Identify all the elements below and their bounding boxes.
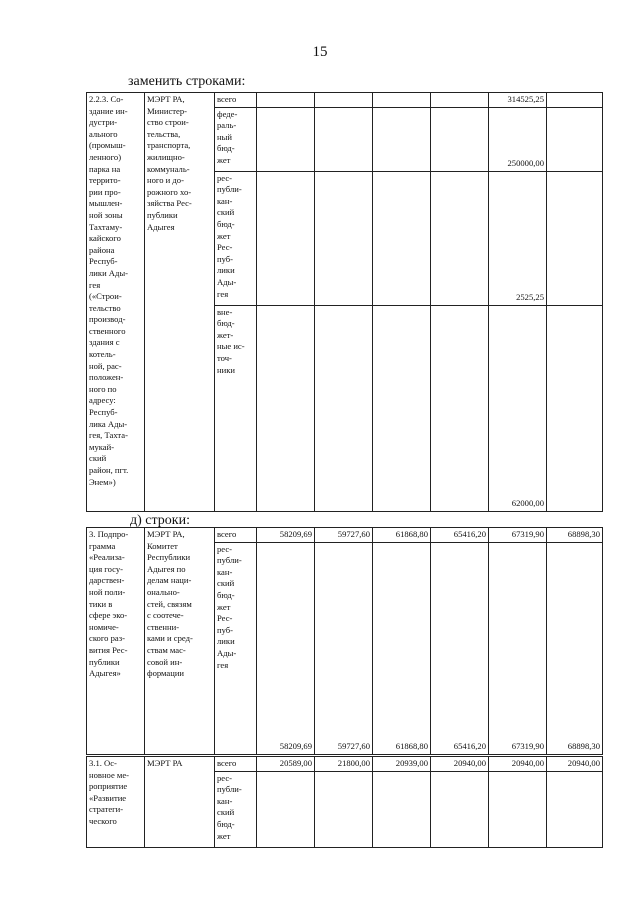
- value-cell: [373, 93, 431, 108]
- page-number: 15: [312, 44, 328, 60]
- table-activity-3-1: [86, 756, 603, 848]
- republic-value: 68898,30: [547, 542, 603, 754]
- republic-value: 67319,90: [489, 542, 547, 754]
- item-name-cell: 3.1. Ос- новное ме- роприятие «Развитие стратеги- ческого: [87, 757, 145, 848]
- republic-value: 59727,60: [315, 542, 373, 754]
- value-republic: 2525,25: [489, 171, 547, 305]
- total-value: 67319,90: [489, 528, 547, 543]
- source-federal: феде- раль- ный бюд- жет: [215, 107, 257, 171]
- republic-value: 65416,20: [431, 542, 489, 754]
- total-value: 59727,60: [315, 528, 373, 543]
- executor-cell: МЭРТ РА: [145, 757, 215, 848]
- total-value: 20939,00: [373, 757, 431, 772]
- total-value: 20589,00: [257, 757, 315, 772]
- source-total: всего: [215, 93, 257, 108]
- table-subprogram-3: [86, 527, 603, 755]
- value-total: 314525,25: [489, 93, 547, 108]
- source-republic: рес- публи- кан- ский бюд- жет: [215, 771, 257, 847]
- source-extrabudget: вне- бюд- жет- ные ис- точ- ники: [215, 305, 257, 511]
- value-federal: 250000,00: [489, 107, 547, 171]
- item-name-cell: 2.2.3. Со- здание ин- дустри- ального (промыш- ленного) парка на террито- рии про- мышлен- ной зоны Тахтаму- кайского района Респуб- лики Ады- гея («Строи- тельство производ- ственного здания с котель- ной, рас- положен- ного по адресу: Респуб- лика Ады- гея, Тахта- мукай- ский район, пгт. Энем»): [87, 93, 145, 512]
- executor-cell: МЭРТ РА, Министер- ство строи- тельства, транспорта, жилищно- коммуналь- ного и до- рожного хо- зяйства Рес- публики Адыгея: [145, 93, 215, 512]
- d-heading: д) строки:: [130, 513, 190, 528]
- total-value: 65416,20: [431, 528, 489, 543]
- executor-cell: МЭРТ РА, Комитет Республики Адыгея по делам наци- онально- стей, связям с соотече- ственни- ками и сред- ствам мас- совой ин- формации: [145, 528, 215, 755]
- item-name-cell: 3. Подпро- грамма «Реализа- ция госу- дарствен- ной поли- тики в сфере эко- номиче- ского раз- вития Рес- публики Адыгея»: [87, 528, 145, 755]
- value-cell: [257, 93, 315, 108]
- republic-value: 61868,80: [373, 542, 431, 754]
- source-total: всего: [215, 757, 257, 772]
- republic-value: 58209,69: [257, 542, 315, 754]
- total-value: 58209,69: [257, 528, 315, 543]
- value-cell: [547, 93, 603, 108]
- total-value: 61868,80: [373, 528, 431, 543]
- total-value: 21800,00: [315, 757, 373, 772]
- total-value: 20940,00: [489, 757, 547, 772]
- value-extrabudget: 62000,00: [489, 305, 547, 511]
- source-republic: рес- публи- кан- ский бюд- жет Рес- пуб- лики Ады- гея: [215, 171, 257, 305]
- value-cell: [431, 93, 489, 108]
- total-value: 20940,00: [547, 757, 603, 772]
- total-value: 20940,00: [431, 757, 489, 772]
- value-cell: [315, 93, 373, 108]
- total-value: 68898,30: [547, 528, 603, 543]
- replace-heading: заменить строками:: [128, 74, 246, 89]
- source-total: всего: [215, 528, 257, 543]
- table-item-2-2-3: [86, 92, 603, 512]
- source-republic: рес- публи- кан- ский бюд- жет Рес- пуб- лики Ады- гея: [215, 542, 257, 754]
